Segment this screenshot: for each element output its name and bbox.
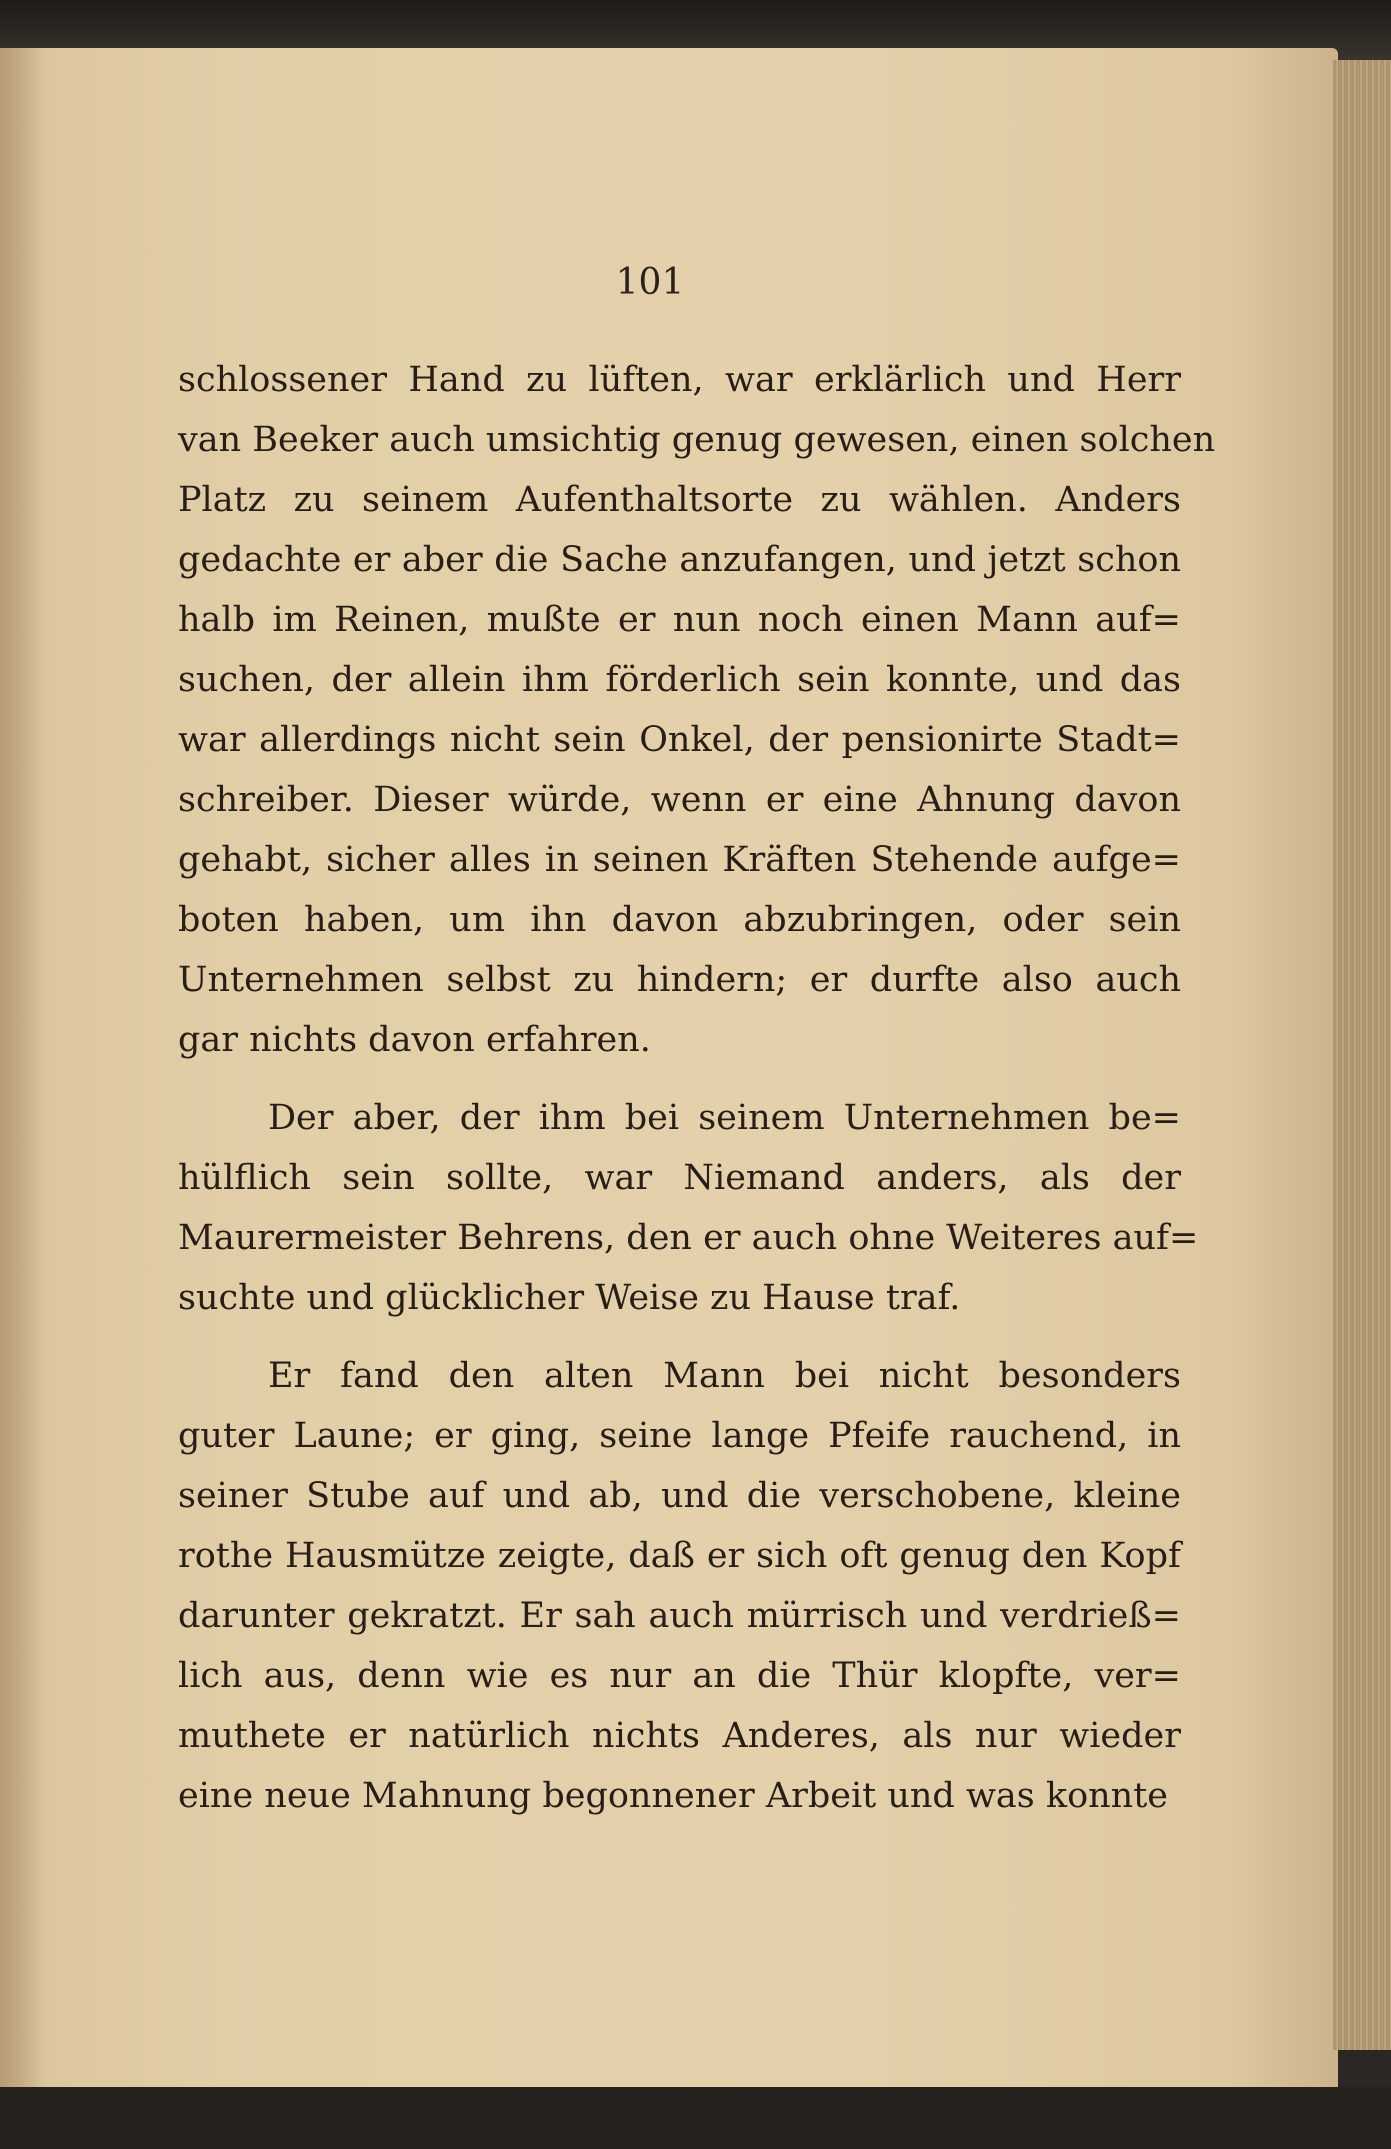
text-line: schlossener Hand zu lüften, war erklärlich und Herr xyxy=(178,360,1181,400)
text-line: gedachte er aber die Sache anzufangen, und jetzt schon xyxy=(178,540,1181,580)
text-line: halb im Reinen, mußte er nun noch einen Mann auf= xyxy=(178,600,1181,640)
body-text xyxy=(178,350,1216,1826)
text-line: eine neue Mahnung begonnener Arbeit und was konnte xyxy=(178,1776,1168,1816)
text-line: gehabt, sicher alles in seinen Kräften Stehende aufge= xyxy=(178,840,1181,880)
text-line: schreiber. Dieser würde, wenn er eine Ahnung davon xyxy=(178,780,1181,820)
text-line: rothe Hausmütze zeigte, daß er sich oft genug den Kopf xyxy=(178,1536,1181,1576)
paragraph-gap xyxy=(178,1070,1181,1088)
text-line: Platz zu seinem Aufenthaltsorte zu wählen. Anders xyxy=(178,480,1181,520)
text-line: Maurermeister Behrens, den er auch ohne Weiteres auf= xyxy=(178,1218,1199,1258)
paragraph-gap xyxy=(178,1328,1181,1346)
text-line: guter Laune; er ging, seine lange Pfeife rauchend, in xyxy=(178,1416,1181,1456)
paragraph xyxy=(178,1088,1199,1328)
text-line: gar nichts davon erfahren. xyxy=(178,1020,651,1060)
page-number: 101 xyxy=(615,262,685,303)
gutter-shadow xyxy=(0,48,42,2088)
text-line: lich aus, denn wie es nur an die Thür klopfte, ver= xyxy=(178,1656,1181,1696)
paragraph xyxy=(178,1346,1181,1826)
text-line: darunter gekratzt. Er sah auch mürrisch und verdrieß= xyxy=(178,1596,1181,1636)
paragraph xyxy=(178,350,1216,1070)
text-line: suchte und glücklicher Weise zu Hause traf. xyxy=(178,1278,961,1318)
bottom-page-edge xyxy=(0,2087,1391,2149)
text-line: Unternehmen selbst zu hindern; er durfte also auch xyxy=(178,960,1181,1000)
stacked-page-edges xyxy=(1333,60,1391,2050)
text-line: seiner Stube auf und ab, und die verschobene, kleine xyxy=(178,1476,1181,1516)
text-line: hülflich sein sollte, war Niemand anders, als der xyxy=(178,1158,1181,1198)
text-line: Der aber, der ihm bei seinem Unternehmen be= xyxy=(268,1098,1181,1138)
text-line: van Beeker auch umsichtig genug gewesen, einen solchen xyxy=(178,420,1216,460)
text-line: war allerdings nicht sein Onkel, der pensionirte Stadt= xyxy=(178,720,1181,760)
text-line: suchen, der allein ihm förderlich sein konnte, und das xyxy=(178,660,1181,700)
text-line: muthete er natürlich nichts Anderes, als nur wieder xyxy=(178,1716,1181,1756)
text-line: Er fand den alten Mann bei nicht besonders xyxy=(268,1356,1181,1396)
text-line: boten haben, um ihn davon abzubringen, oder sein xyxy=(178,900,1181,940)
